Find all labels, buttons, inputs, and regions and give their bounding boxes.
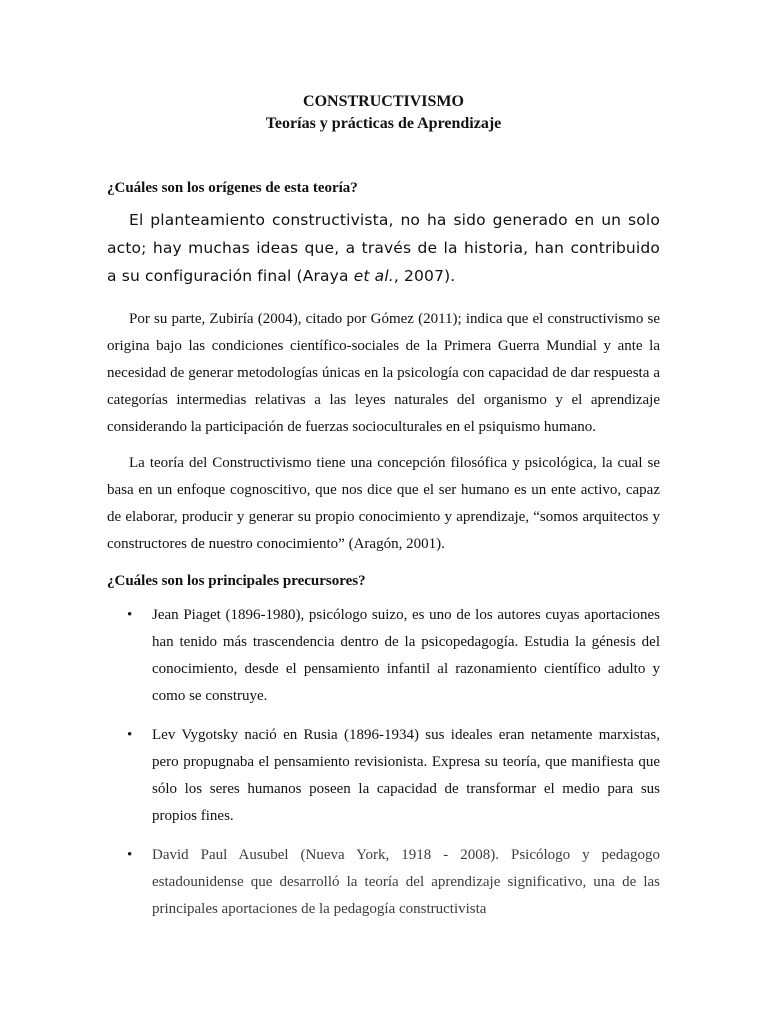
section-heading-precursors: ¿Cuáles son los principales precursores? bbox=[107, 573, 366, 589]
document-page bbox=[107, 0, 660, 1024]
section-heading-origins: ¿Cuáles son los orígenes de esta teoría? bbox=[107, 180, 358, 196]
paragraph-zubiria: Por su parte, Zubiría (2004), citado por Gómez (2011); indica que el constructivismo se origina bajo las condiciones científico-sociales de la Primera Guerra Mundial y ante la necesidad de generar metodologías únicas en la psicología con capacidad de dar respuesta a categorías intermedias relativas a las leyes naturales del organismo y el aprendizaje considerando la participación de fuerzas socioculturales en el psiquismo humano. bbox=[107, 311, 660, 435]
intro-text-start: El planteamiento constructivista, no ha sido generado en un solo acto; hay muchas ideas que, a través de la historia, han contribuido a su configuración final (Araya bbox=[107, 211, 660, 285]
title-block bbox=[107, 91, 660, 135]
document-title: CONSTRUCTIVISMO bbox=[303, 93, 464, 110]
list-item-text: David Paul Ausubel (Nueva York, 1918 - 2008). Psicólogo y pedagogo estadounidense que desarrolló la teoría del aprendizaje significativo, una de las principales aportaciones de la pedagogía constructivista bbox=[152, 847, 660, 917]
precursors-list bbox=[107, 602, 660, 935]
intro-text-italic: et al. bbox=[353, 267, 394, 285]
bullet-icon: • bbox=[127, 607, 133, 623]
document-subtitle: Teorías y prácticas de Aprendizaje bbox=[265, 115, 502, 132]
list-item-text: Lev Vygotsky nació en Rusia (1896-1934) sus ideales eran netamente marxistas, pero propugnaba el pensamiento revisionista. Expresa su teoría, que manifiesta que sólo los seres humanos poseen la capacidad de transformar el medio para sus propios fines. bbox=[152, 727, 660, 824]
intro-paragraph bbox=[107, 206, 660, 290]
list-item-ausubel bbox=[107, 842, 660, 923]
intro-text-end: , 2007). bbox=[393, 267, 456, 285]
list-item-piaget bbox=[107, 602, 660, 710]
list-item-vygotsky bbox=[107, 722, 660, 830]
paragraph-constructivism-theory: La teoría del Constructivismo tiene una concepción filosófica y psicológica, la cual se basa en un enfoque cognoscitivo, que nos dice que el ser humano es un ente activo, capaz de elaborar, producir y generar su propio conocimiento y aprendizaje, “somos arquitectos y constructores de nuestro conocimiento” (Aragón, 2001). bbox=[107, 455, 660, 552]
bullet-icon: • bbox=[127, 847, 133, 863]
list-item-text: Jean Piaget (1896-1980), psicólogo suizo, es uno de los autores cuyas aportaciones han tenido más trascendencia dentro de la psicopedagogía. Estudia la génesis del conocimiento, desde el pensamiento infantil al razonamiento científico adulto y como se construye. bbox=[152, 607, 660, 704]
bullet-icon: • bbox=[127, 727, 133, 743]
